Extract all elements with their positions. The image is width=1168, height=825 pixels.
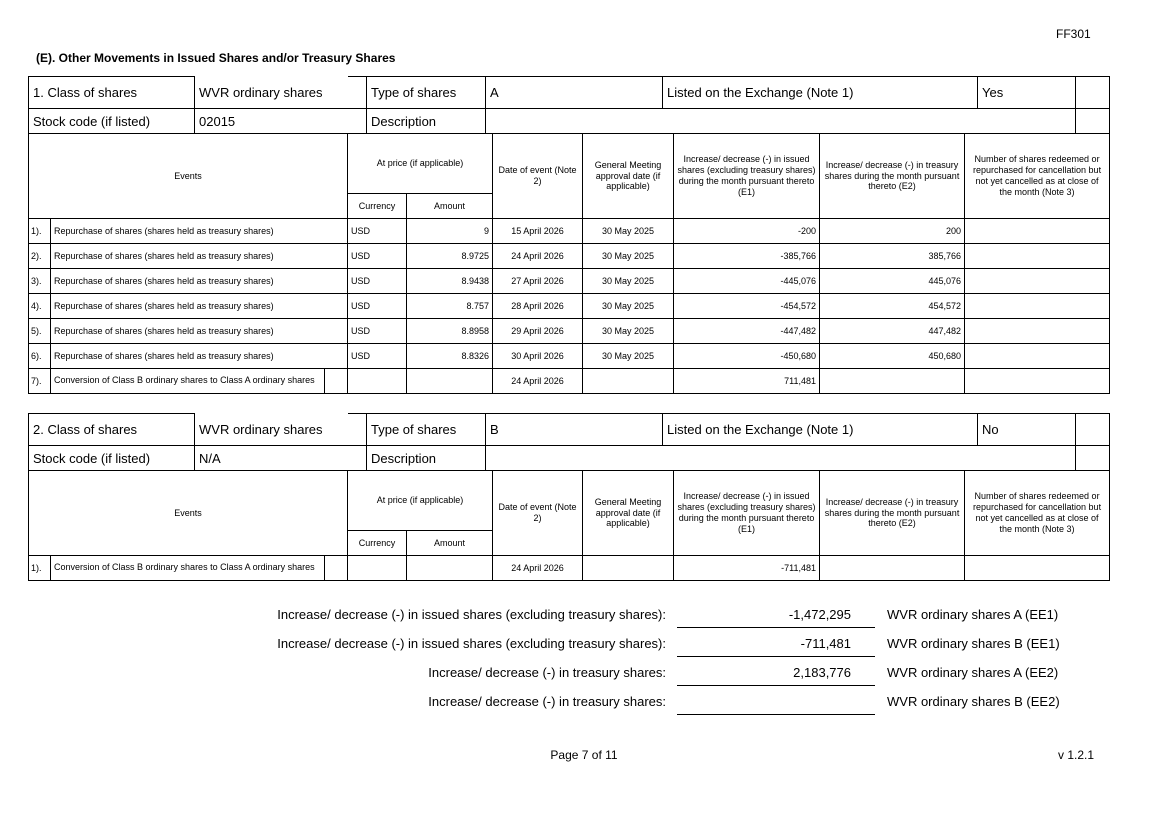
summary-value xyxy=(677,694,875,715)
class-a-header-table xyxy=(28,76,1110,134)
e2-header: Increase/ decrease (-) in treasury shares during the month pursuant thereto (E2) xyxy=(820,134,965,219)
table-row xyxy=(29,344,1110,369)
summary-label: Increase/ decrease (-) in issued shares (excluding treasury shares): xyxy=(277,607,666,622)
blank-cell xyxy=(1076,446,1110,471)
row-amount xyxy=(407,369,493,394)
row-amount xyxy=(407,556,493,581)
spacer-cell xyxy=(325,556,348,581)
page-number: Page 7 of 11 xyxy=(550,748,618,762)
currency-header: Currency xyxy=(348,194,407,219)
description-label: Description xyxy=(367,446,486,471)
summary-row-treasury-b xyxy=(0,694,1168,714)
summary-unit: WVR ordinary shares B (EE2) xyxy=(887,694,1060,709)
blank-cell xyxy=(1076,109,1110,134)
row-e2: 447,482 xyxy=(820,319,965,344)
row-event: Repurchase of shares (shares held as treasury shares) xyxy=(51,244,348,269)
row-event: Repurchase of shares (shares held as treasury shares) xyxy=(51,319,348,344)
row-amount: 9 xyxy=(407,219,493,244)
form-code: FF301 xyxy=(1056,27,1091,41)
listed-value: Yes xyxy=(978,77,1076,109)
row-currency: USD xyxy=(348,294,407,319)
row-gm-date: 30 May 2025 xyxy=(583,244,674,269)
summary-value: -711,481 xyxy=(677,636,875,657)
row-e1: -445,076 xyxy=(674,269,820,294)
row-index: 5). xyxy=(29,319,51,344)
amount-header: Amount xyxy=(407,531,493,556)
listed-label: Listed on the Exchange (Note 1) xyxy=(663,414,978,446)
row-e1: -385,766 xyxy=(674,244,820,269)
row-e1: 711,481 xyxy=(674,369,820,394)
row-gm-date xyxy=(583,369,674,394)
summary-row-issued-a xyxy=(0,607,1168,627)
gm-approval-header: General Meeting approval date (if applicable) xyxy=(583,134,674,219)
row-e2: 454,572 xyxy=(820,294,965,319)
row-currency: USD xyxy=(348,219,407,244)
summary-label: Increase/ decrease (-) in issued shares (excluding treasury shares): xyxy=(277,636,666,651)
row-e1: -200 xyxy=(674,219,820,244)
row-amount: 8.757 xyxy=(407,294,493,319)
table-row xyxy=(29,244,1110,269)
row-date: 24 April 2026 xyxy=(493,556,583,581)
row-index: 1). xyxy=(29,219,51,244)
class-of-shares-value: WVR ordinary shares xyxy=(199,421,323,437)
summary-unit: WVR ordinary shares B (EE1) xyxy=(887,636,1060,651)
row-index: 2). xyxy=(29,244,51,269)
summary-unit: WVR ordinary shares A (EE2) xyxy=(887,665,1059,680)
row-event: Repurchase of shares (shares held as treasury shares) xyxy=(51,219,348,244)
stock-code-label: Stock code (if listed) xyxy=(29,109,195,134)
row-currency: USD xyxy=(348,319,407,344)
row-amount: 8.9438 xyxy=(407,269,493,294)
summary-label: Increase/ decrease (-) in treasury shares: xyxy=(428,694,666,709)
type-of-shares-label: Type of shares xyxy=(367,414,486,446)
summary-unit: WVR ordinary shares A (EE1) xyxy=(887,607,1059,622)
row-amount: 8.9725 xyxy=(407,244,493,269)
table-row xyxy=(29,269,1110,294)
row-e2: 450,680 xyxy=(820,344,965,369)
description-value xyxy=(486,109,1076,134)
row-date: 24 April 2026 xyxy=(493,244,583,269)
row-e2: 200 xyxy=(820,219,965,244)
gm-approval-header: General Meeting approval date (if applicable) xyxy=(583,471,674,556)
row-event: Repurchase of shares (shares held as treasury shares) xyxy=(51,269,348,294)
row-e1: -447,482 xyxy=(674,319,820,344)
row-index: 4). xyxy=(29,294,51,319)
e1-header: Increase/ decrease (-) in issued shares (excluding treasury shares) during the month pursuant thereto (E1) xyxy=(674,471,820,556)
row-date: 29 April 2026 xyxy=(493,319,583,344)
row-e2: 445,076 xyxy=(820,269,965,294)
type-of-shares-value: B xyxy=(486,414,663,446)
row-currency xyxy=(348,556,407,581)
table-row xyxy=(29,319,1110,344)
row-gm-date: 30 May 2025 xyxy=(583,219,674,244)
spacer-cell xyxy=(325,369,348,394)
row-redeemed xyxy=(965,319,1110,344)
row-date: 30 April 2026 xyxy=(493,344,583,369)
row-date: 28 April 2026 xyxy=(493,294,583,319)
row-e2 xyxy=(820,556,965,581)
events-header: Events xyxy=(29,471,348,556)
stock-code-value: 02015 xyxy=(195,109,367,134)
row-currency: USD xyxy=(348,269,407,294)
row-currency: USD xyxy=(348,244,407,269)
row-index: 7). xyxy=(29,369,51,394)
spacer-cell xyxy=(348,77,367,109)
table-row xyxy=(29,369,1110,394)
blank-cell xyxy=(1076,77,1110,109)
summary-row-treasury-a xyxy=(0,665,1168,685)
row-event: Repurchase of shares (shares held as treasury shares) xyxy=(51,294,348,319)
row-redeemed xyxy=(965,244,1110,269)
row-date: 15 April 2026 xyxy=(493,219,583,244)
row-redeemed xyxy=(965,344,1110,369)
summary-label: Increase/ decrease (-) in treasury shares: xyxy=(428,665,666,680)
row-amount: 8.8958 xyxy=(407,319,493,344)
summary-value: 2,183,776 xyxy=(677,665,875,686)
spacer-cell xyxy=(348,414,367,446)
row-redeemed xyxy=(965,294,1110,319)
row-currency: USD xyxy=(348,344,407,369)
type-of-shares-label: Type of shares xyxy=(367,77,486,109)
row-redeemed xyxy=(965,369,1110,394)
row-gm-date: 30 May 2025 xyxy=(583,294,674,319)
row-gm-date: 30 May 2025 xyxy=(583,269,674,294)
summary-value: -1,472,295 xyxy=(677,607,875,628)
row-date: 27 April 2026 xyxy=(493,269,583,294)
row-index: 3). xyxy=(29,269,51,294)
class-a-events-table xyxy=(28,133,1110,394)
date-of-event-header: Date of event (Note 2) xyxy=(493,471,583,556)
row-index: 6). xyxy=(29,344,51,369)
description-label: Description xyxy=(367,109,486,134)
table-row xyxy=(29,294,1110,319)
row-event: Repurchase of shares (shares held as treasury shares) xyxy=(51,344,348,369)
row-gm-date xyxy=(583,556,674,581)
class-a-block xyxy=(28,76,1109,394)
redeemed-header: Number of shares redeemed or repurchased for cancellation but not yet cancelled as at close of the month (Note 3) xyxy=(965,134,1110,219)
redeemed-header: Number of shares redeemed or repurchased for cancellation but not yet cancelled as at close of the month (Note 3) xyxy=(965,471,1110,556)
row-event: Conversion of Class B ordinary shares to Class A ordinary shares xyxy=(51,369,325,394)
description-value xyxy=(486,446,1076,471)
row-currency xyxy=(348,369,407,394)
class-b-events-table xyxy=(28,470,1110,581)
row-e1: -711,481 xyxy=(674,556,820,581)
class-of-shares-value: WVR ordinary shares xyxy=(199,84,323,100)
row-e1: -454,572 xyxy=(674,294,820,319)
class-b-header-table xyxy=(28,413,1110,471)
blank-cell xyxy=(1076,414,1110,446)
at-price-header: At price (if applicable) xyxy=(348,471,493,531)
table-row xyxy=(29,556,1110,581)
class-b-block xyxy=(28,413,1109,581)
e2-header: Increase/ decrease (-) in treasury shares during the month pursuant thereto (E2) xyxy=(820,471,965,556)
at-price-header: At price (if applicable) xyxy=(348,134,493,194)
row-redeemed xyxy=(965,269,1110,294)
row-gm-date: 30 May 2025 xyxy=(583,319,674,344)
row-index: 1). xyxy=(29,556,51,581)
listed-value: No xyxy=(978,414,1076,446)
row-e2 xyxy=(820,369,965,394)
row-e2: 385,766 xyxy=(820,244,965,269)
e1-header: Increase/ decrease (-) in issued shares (excluding treasury shares) during the month pursuant thereto (E1) xyxy=(674,134,820,219)
row-event: Conversion of Class B ordinary shares to Class A ordinary shares xyxy=(51,556,325,581)
events-header: Events xyxy=(29,134,348,219)
stock-code-label: Stock code (if listed) xyxy=(29,446,195,471)
row-gm-date: 30 May 2025 xyxy=(583,344,674,369)
row-date: 24 April 2026 xyxy=(493,369,583,394)
class-of-shares-label: 1. Class of shares xyxy=(29,77,195,109)
section-title: (E). Other Movements in Issued Shares and/or Treasury Shares xyxy=(36,51,396,65)
summary-row-issued-b xyxy=(0,636,1168,656)
currency-header: Currency xyxy=(348,531,407,556)
row-redeemed xyxy=(965,556,1110,581)
type-of-shares-value: A xyxy=(486,77,663,109)
date-of-event-header: Date of event (Note 2) xyxy=(493,134,583,219)
row-redeemed xyxy=(965,219,1110,244)
stock-code-value: N/A xyxy=(195,446,367,471)
row-amount: 8.8326 xyxy=(407,344,493,369)
amount-header: Amount xyxy=(407,194,493,219)
listed-label: Listed on the Exchange (Note 1) xyxy=(663,77,978,109)
class-of-shares-label: 2. Class of shares xyxy=(29,414,195,446)
table-row xyxy=(29,219,1110,244)
version-label: v 1.2.1 xyxy=(1058,748,1095,762)
row-e1: -450,680 xyxy=(674,344,820,369)
